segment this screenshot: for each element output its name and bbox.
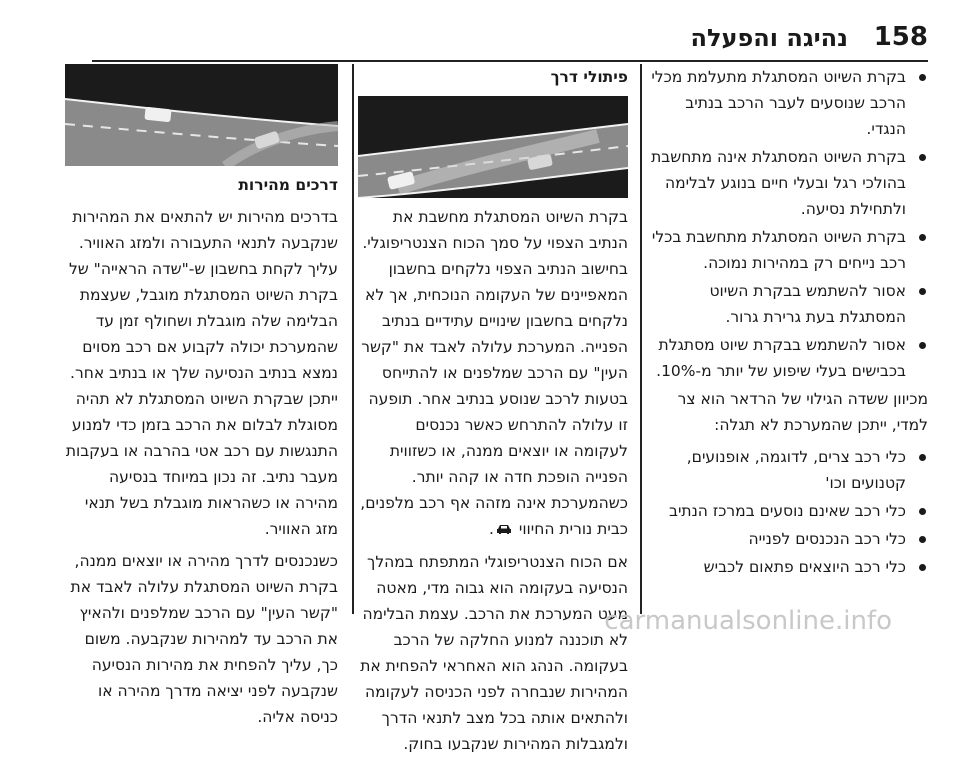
- list-item: אסור להשתמש בבקרת שיוט מסתגלת בכבישים בעלי שיפוע של יותר מ-10%.: [643, 332, 928, 384]
- list-item: אסור להשתמש בבקרת השיוט המסתגלת בעת גרירת גרור.: [643, 278, 928, 330]
- curve-illustration: [358, 96, 628, 198]
- limitations-list: [643, 64, 928, 384]
- list-item: כלי רכב הנכנסים לפנייה: [643, 526, 928, 552]
- bullet-dot: [919, 536, 926, 543]
- section-heading-highways: דרכים מהירות: [238, 176, 338, 194]
- bullet-dot: [919, 154, 926, 161]
- highway-illustration: [65, 64, 338, 166]
- radar-intro: מכיוון ששדה הגילוי של הרדאר הוא צר למדי, ייתכן שהמערכת לא תגלה:: [677, 390, 928, 434]
- watermark: carmanualsonline.info: [604, 606, 892, 636]
- column-divider: [640, 64, 642, 614]
- middle-column: [358, 64, 628, 763]
- list-item: בקרת השיוט המסתגלת מתחשבת בכלי רכב נייחים רק במהירות נמוכה.: [643, 224, 928, 276]
- curves-paragraph-2: אם הכוח הצנטריפוגלי המתפתח במהלך הנסיעה בעקומה הוא גבוה מדי, מאטה מעט המערכת את הרכב. עצמת הבלימה לא תוכננה למנוע החלקה של הרכב בעקומה. הנהג הוא האחראי להפחית את המהירות שנבחרה לפני הכניסה לעקומה ולהתאים אותה בכל מצב לתנאי הדרך ולמגבלות המהירות שנקבעו בחוק.: [360, 552, 628, 753]
- bullet-dot: [919, 564, 926, 571]
- undetected-list: [643, 444, 928, 580]
- list-item: בקרת השיוט המסתגלת אינה מתחשבת בהולכי רגל ובעלי חיים בנוגע לבלימה ולתחילת נסיעה.: [643, 144, 928, 222]
- bullet-dot: [919, 74, 926, 81]
- highways-paragraph-2: כשנכנסים לדרך מהירה או יוצאים ממנה, בקרת השיוט המסתגלת עלולה לאבד את "קשר העין" עם הרכב שמלפנים ולהאיץ את הרכב עד למהירות שנקבעה. משום כך, עליך להפחית את מהירות הנסיעה שנקבעה לפני יציאה מדרך מהירה או כניסה אליה.: [70, 552, 338, 726]
- list-item: כלי רכב היוצאים פתאום לכביש: [643, 554, 928, 580]
- right-column: [643, 64, 928, 582]
- section-heading-curves: פיתולי דרך: [550, 68, 628, 86]
- running-title: נהיגה והפעלה: [690, 24, 848, 52]
- page-header: [0, 0, 960, 56]
- list-item: כלי רכב צרים, לדוגמה, אופנועים, קטנועים וכו': [643, 444, 928, 496]
- column-divider: [352, 64, 354, 614]
- list-item: כלי רכב שאינם נוסעים במרכז הנתיב: [643, 498, 928, 524]
- bullet-dot: [919, 454, 926, 461]
- list-item: בקרת השיוט המסתגלת מתעלמת מכלי הרכב שנוסעים לעבר הרכב בנתיב הנגדי.: [643, 64, 928, 142]
- page-number: 158: [873, 22, 928, 52]
- left-column: [65, 64, 338, 736]
- bullet-dot: [919, 234, 926, 241]
- header-rule: [92, 60, 928, 62]
- car-icon: [496, 517, 512, 543]
- bullet-dot: [919, 508, 926, 515]
- bullet-dot: [919, 288, 926, 295]
- bullet-dot: [919, 342, 926, 349]
- curves-paragraph-1: בקרת השיוט המסתגלת מחשבת את הנתיב הצפוי על סמך הכוח הצנטריפוגלי. בחישוב הנתיב הצפוי נלקחים בחשבון המאפיינים של העקומה הנוכחית, אך לא נלקחים בחשבון שינויים עתידיים בנתיב הפנייה. המערכת עלולה לאבד את "קשר העין" עם הרכב שמלפנים או להתייחס בטעות לרכב שנוסע בנתיב אחר. תופעה זו עלולה להתרחש כאשר נכנסים לעקומה או יוצאים ממנה, או כשזווית הפנייה הופכת חדה או קהה יותר. כשהמערכת אינה מזהה אף רכב מלפנים, כבית נורית החיווי .: [358, 204, 628, 543]
- highways-paragraph-1: בדרכים מהירות יש להתאים את המהירות שנקבעה לתנאי התעבורה ולמזג האוויר. עליך לקחת בחשבון ש-"שדה הראייה" של בקרת השיוט המסתגלת מוגבל, שעצמת הבלימה שלה מוגבלת ושחולף זמן עד שהמערכת יכולה לקבוע אם רכב מסוים נמצא בנתיב הנסיעה שלך או בנתיב אחר. ייתכן שבקרת השיוט המסתגלת לא תהיה מסוגלת לבלום את הרכב בזמן כדי למנוע התנגשות עם רכב אטי בהרבה או בעקבות מעבר נתיב. זה נכון במיוחד בנסיעה מהירה או כשהראות מוגבלת בשל תנאי מזג האוויר.: [65, 208, 338, 538]
